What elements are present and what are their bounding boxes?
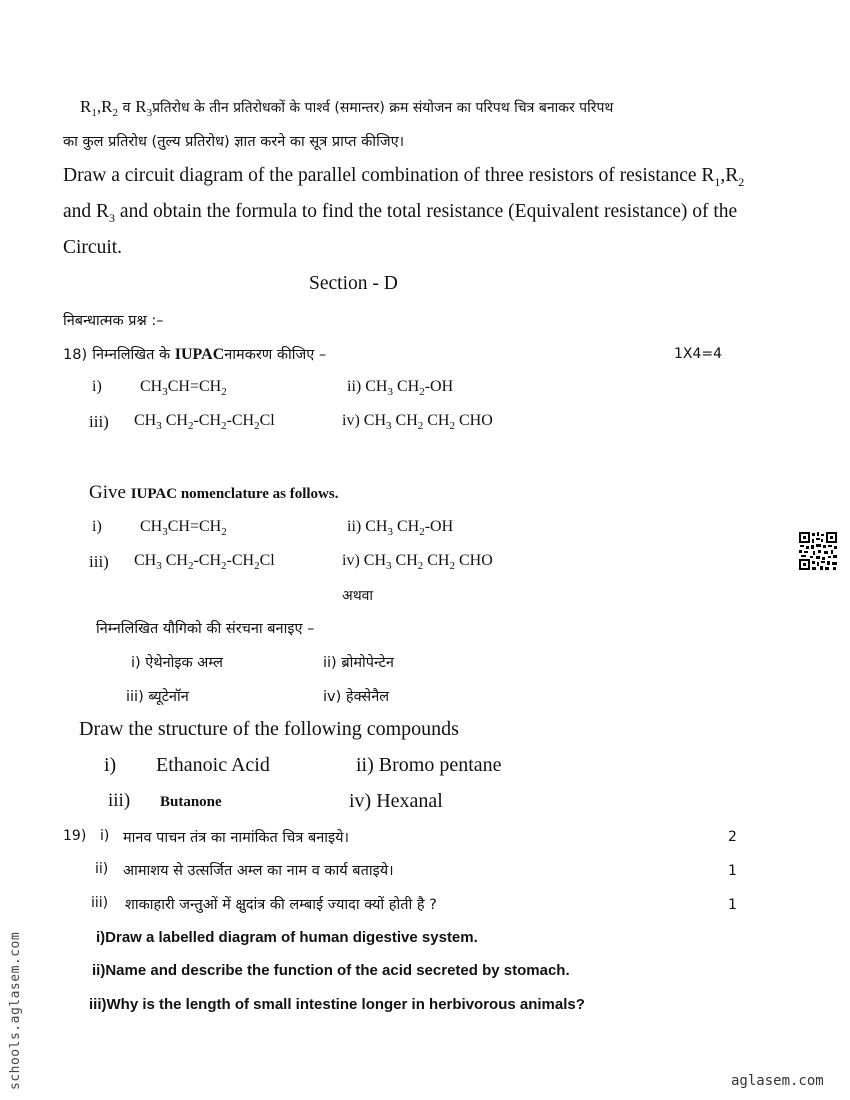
formula-propene: $CH_3CH=CH_2$ (140, 378, 227, 399)
formula-ethanol: ii) $CH_3$ $CH_2-OH$ (347, 378, 454, 399)
q17-hindi-text: प्रतिरोध के तीन प्रतिरोधकों के पार्श्व (समान्तर) क्रम संयोजन का परिपथ चित्र बनाकर परिपथ (152, 100, 614, 116)
q17-english-line-2 (63, 201, 737, 226)
option-label: i) (100, 828, 110, 844)
q18-marks: 1X4=4 (674, 346, 723, 362)
q17-english-text: and R (63, 201, 110, 222)
resistor-r2: ,R (96, 97, 113, 116)
question-number: 19) (63, 828, 87, 844)
q18-english-structure: Draw the structure of the following compounds (79, 718, 459, 740)
q19-ii-marks: 1 (728, 863, 737, 879)
q19-ii-hindi: आमाशय से उत्सर्जित अम्ल का नाम व कार्य बताइये। (123, 863, 394, 879)
eng-compound-ii: ii) Bromo pentane (356, 754, 502, 776)
q19-iii-english: iii)Why is the length of small intestine longer in herbivorous animals? (89, 996, 585, 1013)
iupac-label: IUPAC (174, 346, 225, 363)
eng-compound-iii-label: iii) (108, 790, 131, 811)
q17-english-text: Draw a circuit diagram of the parallel combination of three resistors of resistance R (63, 165, 715, 186)
question-number: 18) (63, 347, 88, 363)
formula-butanal: iv) $CH_3$ $CH_2$ $CH_2$ CHO (342, 412, 493, 433)
side-watermark: schools.aglasem.com (8, 931, 23, 1090)
option-label: i) (92, 518, 102, 535)
section-subheading: निबन्धात्मक प्रश्न :– (63, 313, 164, 329)
hindi-compound-i: i) ऐथेनोइक अम्ल (131, 655, 223, 671)
q18-english-text: Give (89, 482, 131, 503)
q18-hindi-text: निम्नलिखित के (92, 347, 175, 363)
subscript: 3 (146, 107, 153, 120)
formula-ethanol: ii) $CH_3$ $CH_2-OH$ (347, 518, 454, 539)
subscript: 3 (109, 210, 116, 225)
q17-english-text: ,R (720, 165, 739, 186)
option-label: iv) (342, 552, 360, 569)
q17-hindi-line-1 (80, 97, 613, 119)
eng-compound-iv: iv) Hexanal (349, 790, 443, 812)
q19-i-english: i)Draw a labelled diagram of human digestive system. (96, 929, 478, 946)
subscript: 2 (738, 174, 745, 189)
option-label: ii) (95, 861, 109, 877)
q18-hindi-structure: निम्नलिखित यौगिको की संरचना बनाइए – (96, 621, 315, 637)
footer-site: aglasem.com (731, 1073, 824, 1089)
resistor-r1: R (80, 97, 92, 116)
hindi-compound-iv: iv) हेक्सेनैल (323, 689, 390, 705)
eng-compound-i: Ethanoic Acid (156, 754, 270, 776)
subscript: 2 (112, 107, 118, 120)
resistor-r3: R (135, 97, 147, 116)
option-label: iv) (342, 412, 360, 429)
q17-english-text: and obtain the formula to find the total resistance (Equivalent resistance) of the (115, 201, 738, 222)
formula-chlorobutane: $CH_3$ $CH_2-CH_2-CH_2Cl$ (134, 412, 275, 433)
option-label: iii) (91, 895, 109, 911)
q18-english-text: IUPAC nomenclature as follows. (130, 486, 339, 502)
formula-butanal: iv) $CH_3$ $CH_2$ $CH_2$ CHO (342, 552, 493, 573)
eng-compound-i-label: i) (104, 754, 117, 776)
or-divider: अथवा (342, 588, 374, 604)
eng-compound-iii: Butanone (160, 794, 222, 810)
subscript: 1 (714, 174, 721, 189)
q19-i-marks: 2 (728, 829, 737, 845)
subscript: 1 (91, 107, 97, 120)
formula-propene: $CH_3CH=CH_2$ (140, 518, 227, 539)
option-label: i) (92, 378, 102, 395)
formula-chlorobutane: $CH_3$ $CH_2-CH_2-CH_2Cl$ (134, 552, 275, 573)
option-label: ii) (347, 378, 362, 395)
q17-english-line-3: Circuit. (63, 237, 123, 258)
qr-code-icon (798, 531, 838, 571)
section-heading: Section - D (309, 273, 398, 294)
q19-i-hindi: मानव पाचन तंत्र का नामांकित चित्र बनाइये। (123, 830, 350, 846)
option-label: ii) (347, 518, 362, 535)
q18-english-instruction (89, 482, 338, 504)
option-label: iii) (89, 552, 109, 571)
hindi-compound-iii: iii) ब्यूटेनॉन (126, 689, 189, 705)
hindi-compound-ii: ii) ब्रोमोपेन्टेन (323, 655, 394, 671)
q19-ii-english: ii)Name and describe the function of the acid secreted by stomach. (92, 962, 570, 979)
option-label: iii) (89, 412, 109, 431)
q18-heading (63, 344, 326, 364)
q18-hindi-text: नामकरण कीजिए – (224, 347, 327, 363)
q17-english-line-1 (63, 165, 744, 190)
q19-iii-marks: 1 (728, 897, 737, 913)
conjunction: व (117, 100, 136, 116)
q19-iii-hindi: शाकाहारी जन्तुओं में क्षुदांत्र की लम्बाई ज्यादा क्यों होती है ? (125, 897, 437, 913)
q17-hindi-line-2: का कुल प्रतिरोध (तुल्य प्रतिरोध) ज्ञात करने का सूत्र प्राप्त कीजिए। (63, 134, 405, 150)
